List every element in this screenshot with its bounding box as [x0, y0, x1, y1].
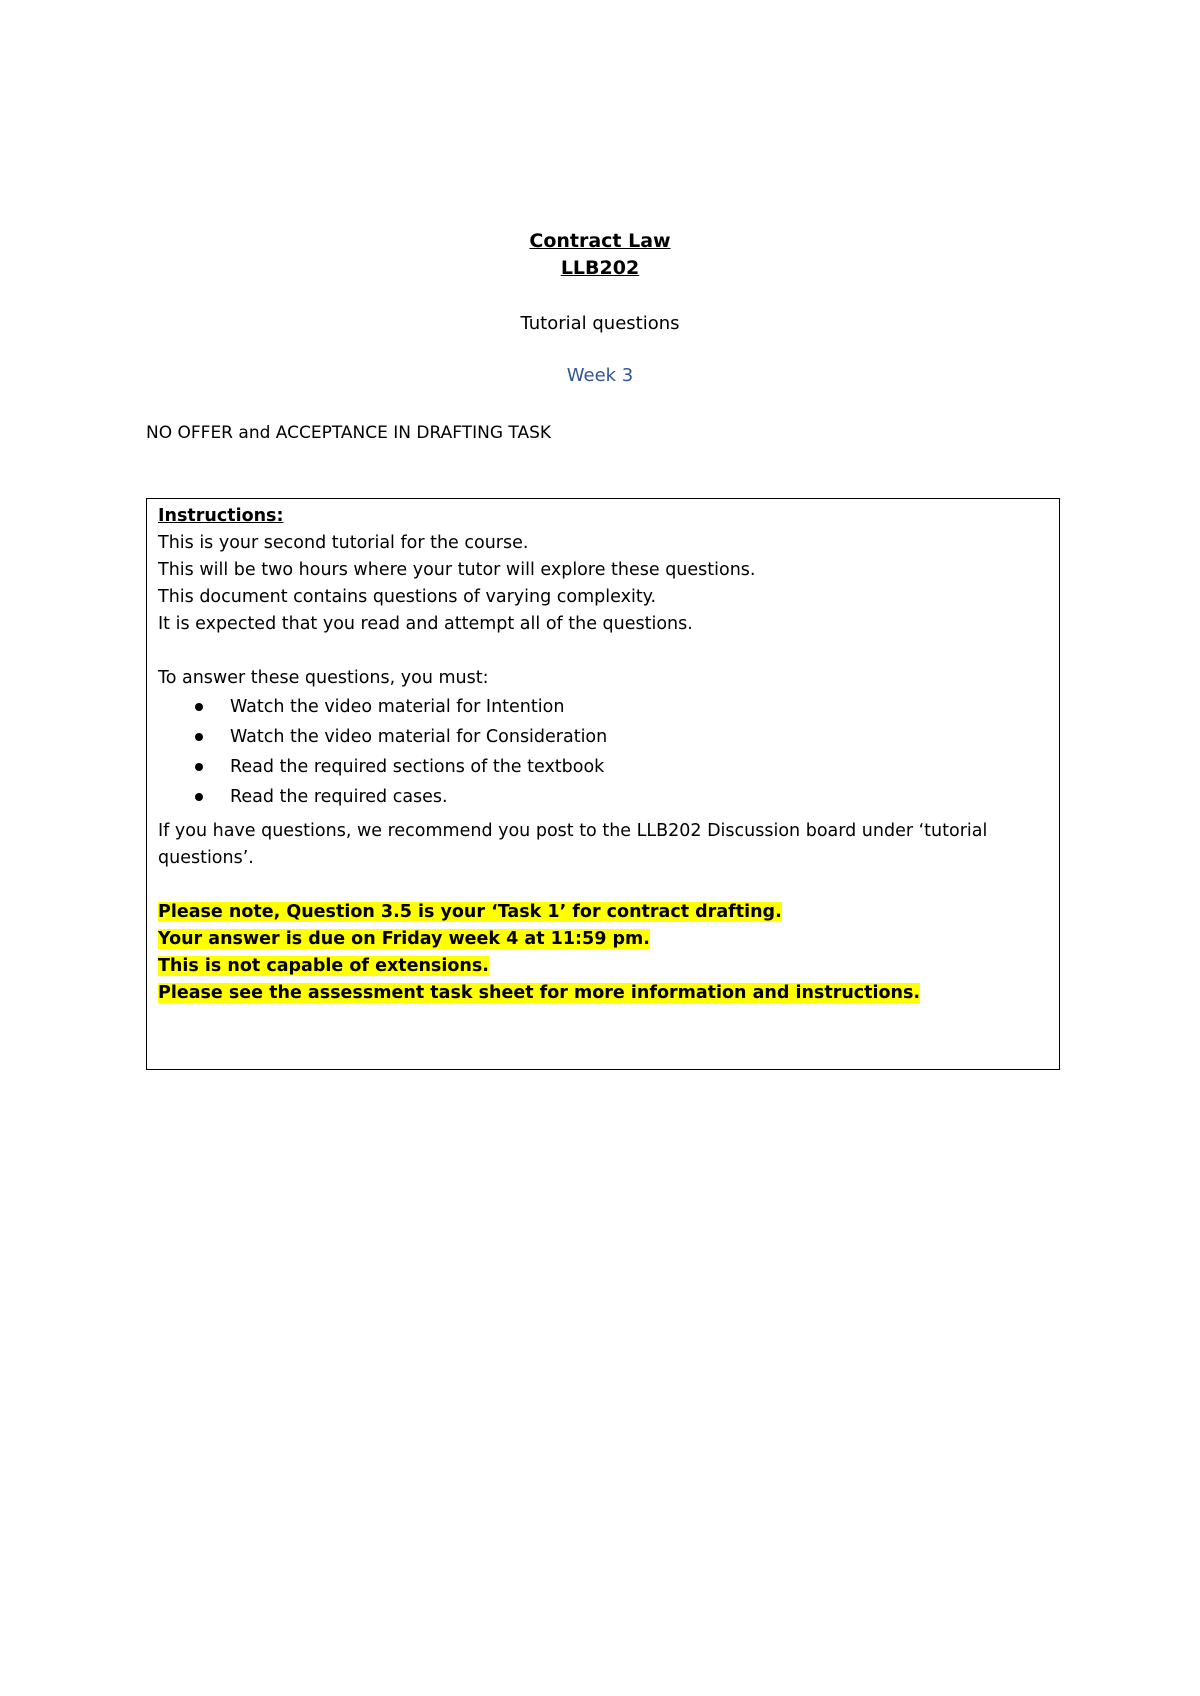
requirements-list: [158, 692, 1048, 812]
list-item-text: Read the required cases.: [230, 787, 448, 807]
list-item: [158, 722, 1048, 752]
must-intro: To answer these questions, you must:: [158, 668, 489, 688]
instruction-line: This is your second tutorial for the course.: [158, 533, 529, 553]
instructions-heading: Instructions:: [158, 506, 284, 526]
list-item: [158, 692, 1048, 722]
bullet-icon: [195, 733, 203, 741]
task-heading: NO OFFER and ACCEPTANCE IN DRAFTING TASK: [146, 423, 552, 443]
instructions-content: [158, 503, 1048, 1007]
highlighted-text: Your answer is due on Friday week 4 at 11:59 pm.: [158, 929, 650, 949]
highlighted-text: Please see the assessment task sheet for more information and instructions.: [158, 983, 921, 1003]
list-item-text: Read the required sections of the textbook: [230, 757, 605, 777]
spacer: [158, 638, 1048, 665]
questions-note: If you have questions, we recommend you post to the LLB202 Discussion board under ‘tutorial questions’.: [158, 821, 988, 868]
list-item-text: Watch the video material for Intention: [230, 697, 565, 717]
instruction-line: This will be two hours where your tutor will explore these questions.: [158, 560, 756, 580]
course-code: LLB202: [560, 257, 640, 279]
highlighted-line: [158, 953, 1048, 980]
highlighted-line: [158, 926, 1048, 953]
instruction-line: This document contains questions of varying complexity.: [158, 587, 657, 607]
week-label: Week 3: [566, 365, 634, 386]
highlighted-text: Please note, Question 3.5 is your ‘Task 1’ for contract drafting.: [158, 902, 782, 922]
highlighted-line: [158, 980, 1048, 1007]
highlighted-line: [158, 899, 1048, 926]
course-title: Contract Law: [529, 230, 671, 252]
instructions-box: [146, 498, 1060, 1070]
list-item: [158, 752, 1048, 782]
highlighted-text: This is not capable of extensions.: [158, 956, 489, 976]
document-subtitle: Tutorial questions: [520, 313, 680, 334]
bullet-icon: [195, 703, 203, 711]
spacer: [158, 872, 1048, 899]
list-item: [158, 782, 1048, 812]
instruction-line: It is expected that you read and attempt all of the questions.: [158, 614, 693, 634]
bullet-icon: [195, 763, 203, 771]
bullet-icon: [195, 793, 203, 801]
list-item-text: Watch the video material for Consideration: [230, 727, 608, 747]
